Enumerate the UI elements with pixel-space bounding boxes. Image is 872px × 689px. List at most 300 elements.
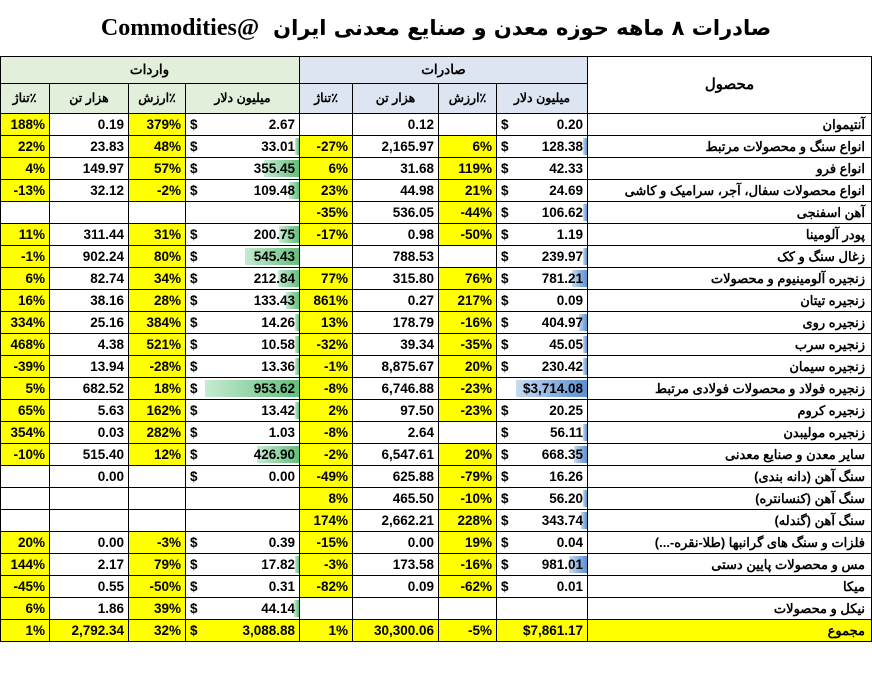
imp-val-pct-cell: 34% [129, 268, 186, 290]
exp-value-bar [583, 490, 587, 507]
dollar-sign: $ [190, 139, 198, 154]
dollar-sign: $ [190, 425, 198, 440]
exp-usd-value: 16.26 [549, 469, 583, 484]
exp-usd-cell [497, 202, 588, 224]
exp-kt-cell: 788.53 [353, 246, 439, 268]
product-name: زنجیره سرب [588, 334, 872, 356]
imp-ton-pct-cell: 144% [0, 554, 50, 576]
exp-usd-cell [497, 422, 588, 444]
dollar-sign: $ [501, 447, 509, 462]
dollar-sign: $ [501, 535, 509, 550]
imp-val-pct-cell: 39% [129, 598, 186, 620]
product-name: زنجیره آلومینیوم و محصولات [588, 268, 872, 290]
dollar-sign: $ [190, 623, 198, 638]
imp-val-pct-cell: 162% [129, 400, 186, 422]
imp-val-pct-cell: 28% [129, 290, 186, 312]
product-name: پودر آلومینا [588, 224, 872, 246]
exp-value-bar [583, 138, 587, 155]
exp-value-bar [583, 248, 587, 265]
exp-kt-cell: 39.34 [353, 334, 439, 356]
dollar-sign: $ [501, 205, 509, 220]
exp-value-pct-header: ارزش٪ [439, 84, 497, 114]
imp-kt-cell: 2,792.34 [50, 620, 129, 642]
dollar-sign: $ [501, 425, 509, 440]
imp-ton-pct-cell: 188% [0, 114, 50, 136]
exp-value-bar [583, 424, 587, 441]
exp-usd-cell [497, 444, 588, 466]
imp-kt-cell: 682.52 [50, 378, 129, 400]
exp-kt-cell: 31.68 [353, 158, 439, 180]
dollar-sign: $ [190, 535, 198, 550]
imp-usd-value: 17.82 [261, 557, 295, 572]
imp-usd-cell [186, 224, 300, 246]
imp-usd-value: 13.42 [261, 403, 295, 418]
imp-val-pct-cell: 80% [129, 246, 186, 268]
exp-usd-cell [497, 554, 588, 576]
dollar-sign: $ [190, 293, 198, 308]
imp-kt-cell: 32.12 [50, 180, 129, 202]
exp-ton-pct-cell: 6% [300, 158, 353, 180]
exp-usd-value: 981.01 [541, 557, 583, 572]
imp-usd-value: 0.31 [268, 579, 295, 594]
product-name: زغال سنگ و کک [588, 246, 872, 268]
imp-ton-pct-cell [0, 488, 50, 510]
exp-val-pct-cell: -50% [439, 224, 497, 246]
exp-kt-cell: 0.09 [353, 576, 439, 598]
exp-kt-cell: 6,746.88 [353, 378, 439, 400]
exp-value-bar [583, 336, 587, 353]
exp-val-pct-cell: 19% [439, 532, 497, 554]
exp-usd-cell [497, 598, 588, 620]
imp-million-usd-header: میلیون دلار [186, 84, 300, 114]
imp-usd-value: 2.67 [268, 117, 295, 132]
product-name: زنجیره تیتان [588, 290, 872, 312]
imp-ton-pct-cell: -13% [0, 180, 50, 202]
dollar-sign: $ [190, 359, 198, 374]
imp-value-bar [295, 138, 299, 155]
imp-kt-cell: 902.24 [50, 246, 129, 268]
imp-usd-value: 14.26 [261, 315, 295, 330]
imp-usd-value: 200.75 [253, 227, 295, 242]
imp-ton-pct-cell [0, 510, 50, 532]
exp-usd-value: 106.62 [541, 205, 583, 220]
exp-ton-pct-cell: 174% [300, 510, 353, 532]
title-text: صادرات ۸ ماهه حوزه معدن و صنایع معدنی ایران [273, 16, 772, 40]
product-name: نیکل و محصولات [588, 598, 872, 620]
dollar-sign: $ [190, 183, 198, 198]
dollar-sign: $ [501, 403, 509, 418]
imp-ton-pct-cell [0, 202, 50, 224]
exp-usd-cell [497, 510, 588, 532]
imp-usd-cell [186, 532, 300, 554]
exp-usd-value: $3,714.08 [522, 381, 583, 396]
exp-kt-cell: 2,165.97 [353, 136, 439, 158]
exp-ton-pct-cell: -27% [300, 136, 353, 158]
imp-usd-value: 0.00 [268, 469, 295, 484]
dollar-sign: $ [501, 579, 509, 594]
exp-ton-pct-cell: -3% [300, 554, 353, 576]
imp-ton-pct-cell: 354% [0, 422, 50, 444]
imp-val-pct-cell [129, 510, 186, 532]
imp-usd-cell [186, 290, 300, 312]
imp-kt-cell: 2.17 [50, 554, 129, 576]
exp-val-pct-cell: -44% [439, 202, 497, 224]
exp-kt-cell [353, 598, 439, 620]
exp-kt-cell: 0.00 [353, 532, 439, 554]
imp-ton-pct-cell: 5% [0, 378, 50, 400]
product-name: انواع محصولات سفال، آجر، سرامیک و کاشی [588, 180, 872, 202]
exp-kt-cell: 8,875.67 [353, 356, 439, 378]
exp-value-bar [583, 204, 587, 221]
imp-ton-pct-cell: 468% [0, 334, 50, 356]
exp-ton-pct-cell: -15% [300, 532, 353, 554]
exp-kt-cell: 44.98 [353, 180, 439, 202]
imp-value-bar [295, 336, 299, 353]
imp-kt-cell: 1.86 [50, 598, 129, 620]
imp-val-pct-cell: -50% [129, 576, 186, 598]
imp-kt-cell: 0.19 [50, 114, 129, 136]
dollar-sign: $ [501, 161, 509, 176]
product-name: میکا [588, 576, 872, 598]
dollar-sign: $ [190, 227, 198, 242]
imp-kt-cell: 0.55 [50, 576, 129, 598]
imp-val-pct-cell: 282% [129, 422, 186, 444]
dollar-sign: $ [501, 491, 509, 506]
imp-kt-cell: 13.94 [50, 356, 129, 378]
imp-value-bar [295, 314, 299, 331]
exp-usd-cell [497, 158, 588, 180]
exp-ton-pct-cell: -32% [300, 334, 353, 356]
exp-usd-value: 56.11 [549, 425, 583, 440]
exp-ton-pct-cell: -1% [300, 356, 353, 378]
exp-ton-pct-cell [300, 598, 353, 620]
exp-val-pct-cell: -23% [439, 378, 497, 400]
exp-val-pct-cell: -79% [439, 466, 497, 488]
imp-usd-cell [186, 356, 300, 378]
product-name: زنجیره روی [588, 312, 872, 334]
exp-val-pct-cell: 20% [439, 356, 497, 378]
exp-kt-cell: 173.58 [353, 554, 439, 576]
imp-usd-cell [186, 378, 300, 400]
imp-usd-value: 13.36 [261, 359, 295, 374]
exp-usd-cell [497, 268, 588, 290]
imp-kt-cell: 4.38 [50, 334, 129, 356]
exp-usd-value: 404.97 [541, 315, 583, 330]
exp-val-pct-cell [439, 598, 497, 620]
imp-thousand-ton-header: هزار تن [50, 84, 129, 114]
exp-usd-value: 230.42 [541, 359, 583, 374]
exp-kt-cell: 2,662.21 [353, 510, 439, 532]
exp-usd-cell [497, 312, 588, 334]
imp-usd-value: 133.43 [253, 293, 295, 308]
dollar-sign: $ [190, 601, 198, 616]
imp-val-pct-cell: 48% [129, 136, 186, 158]
imp-val-pct-cell: -28% [129, 356, 186, 378]
imp-ton-pct-cell: 65% [0, 400, 50, 422]
product-name: سایر معدن و صنایع معدنی [588, 444, 872, 466]
dollar-sign: $ [190, 337, 198, 352]
imp-usd-cell [186, 334, 300, 356]
exp-val-pct-cell [439, 422, 497, 444]
total-label: مجموع [588, 620, 872, 642]
imp-usd-value: 545.43 [253, 249, 295, 264]
dollar-sign: $ [501, 557, 509, 572]
dollar-sign: $ [501, 337, 509, 352]
imp-ton-pct-cell: -39% [0, 356, 50, 378]
product-name: سنگ آهن (گندله) [588, 510, 872, 532]
dollar-sign: $ [501, 227, 509, 242]
imp-kt-cell: 38.16 [50, 290, 129, 312]
imp-usd-cell [186, 488, 300, 510]
product-header: محصول [588, 56, 872, 114]
imp-value-bar [295, 556, 299, 573]
imp-val-pct-cell: 384% [129, 312, 186, 334]
product-name: آهن اسفنجی [588, 202, 872, 224]
dollar-sign: $ [190, 447, 198, 462]
exp-val-pct-cell: -10% [439, 488, 497, 510]
exp-thousand-ton-header: هزار تن [353, 84, 439, 114]
exp-usd-cell [497, 290, 588, 312]
imp-usd-cell [186, 554, 300, 576]
exp-usd-cell [497, 180, 588, 202]
imp-kt-cell [50, 202, 129, 224]
imp-value-bar [295, 402, 299, 419]
imp-usd-cell [186, 202, 300, 224]
exp-usd-cell [497, 620, 588, 642]
imp-usd-value: 33.01 [261, 139, 295, 154]
exp-usd-value: 24.69 [549, 183, 583, 198]
imp-usd-value: 0.39 [268, 535, 295, 550]
imp-tonnage-pct-header: تناژ٪ [0, 84, 50, 114]
exp-val-pct-cell: -16% [439, 554, 497, 576]
imp-usd-value: 3,088.88 [242, 623, 295, 638]
imp-kt-cell: 82.74 [50, 268, 129, 290]
dollar-sign: $ [190, 271, 198, 286]
dollar-sign: $ [501, 139, 509, 154]
exp-usd-value: 668.35 [541, 447, 583, 462]
exp-ton-pct-cell: 23% [300, 180, 353, 202]
exp-kt-cell: 465.50 [353, 488, 439, 510]
exp-ton-pct-cell: -8% [300, 378, 353, 400]
imp-ton-pct-cell: 16% [0, 290, 50, 312]
dollar-sign: $ [501, 183, 509, 198]
exp-usd-value: 128.38 [541, 139, 583, 154]
dollar-sign: $ [501, 249, 509, 264]
dollar-sign: $ [190, 557, 198, 572]
dollar-sign: $ [501, 469, 509, 484]
exp-usd-cell [497, 246, 588, 268]
imp-val-pct-cell [129, 488, 186, 510]
exp-usd-cell [497, 532, 588, 554]
exp-usd-value: 42.33 [549, 161, 583, 176]
imp-usd-cell [186, 268, 300, 290]
imp-usd-cell [186, 444, 300, 466]
imp-ton-pct-cell: -10% [0, 444, 50, 466]
exp-million-usd-header: میلیون دلار [497, 84, 588, 114]
imp-usd-cell [186, 400, 300, 422]
exp-ton-pct-cell: -8% [300, 422, 353, 444]
title-handle: Commodities@ [100, 14, 260, 41]
imp-usd-cell [186, 180, 300, 202]
exp-val-pct-cell: 21% [439, 180, 497, 202]
imp-val-pct-cell: 79% [129, 554, 186, 576]
imp-kt-cell [50, 510, 129, 532]
exp-kt-cell: 536.05 [353, 202, 439, 224]
exp-val-pct-cell [439, 246, 497, 268]
exp-ton-pct-cell: -35% [300, 202, 353, 224]
page-title [0, 0, 872, 56]
exp-ton-pct-cell [300, 246, 353, 268]
exp-usd-value: 0.09 [556, 293, 583, 308]
exp-usd-value: 239.97 [541, 249, 583, 264]
exp-kt-cell: 0.98 [353, 224, 439, 246]
product-name: سنگ آهن (کنسانتره) [588, 488, 872, 510]
dollar-sign: $ [501, 513, 509, 528]
imp-val-pct-cell: 32% [129, 620, 186, 642]
exp-usd-cell [497, 488, 588, 510]
imp-kt-cell: 25.16 [50, 312, 129, 334]
imp-ton-pct-cell: 22% [0, 136, 50, 158]
exp-ton-pct-cell: 13% [300, 312, 353, 334]
exp-kt-cell: 30,300.06 [353, 620, 439, 642]
imp-kt-cell: 311.44 [50, 224, 129, 246]
dollar-sign: $ [190, 315, 198, 330]
imp-usd-value: 1.03 [268, 425, 295, 440]
imp-val-pct-cell: -2% [129, 180, 186, 202]
dollar-sign: $ [190, 249, 198, 264]
dollar-sign: $ [501, 315, 509, 330]
exp-usd-cell [497, 136, 588, 158]
imp-ton-pct-cell: 11% [0, 224, 50, 246]
exp-usd-value: 20.25 [549, 403, 583, 418]
exp-kt-cell: 0.27 [353, 290, 439, 312]
exp-kt-cell: 0.12 [353, 114, 439, 136]
imp-ton-pct-cell: 20% [0, 532, 50, 554]
exp-usd-value: 56.20 [549, 491, 583, 506]
exp-ton-pct-cell: -49% [300, 466, 353, 488]
exp-ton-pct-cell: 1% [300, 620, 353, 642]
imp-ton-pct-cell: -45% [0, 576, 50, 598]
exp-usd-cell [497, 334, 588, 356]
product-name: انواع فرو [588, 158, 872, 180]
imp-usd-cell [186, 598, 300, 620]
imp-kt-cell: 5.63 [50, 400, 129, 422]
imp-val-pct-cell: 379% [129, 114, 186, 136]
exp-kt-cell: 178.79 [353, 312, 439, 334]
exp-usd-value: 781.21 [541, 271, 583, 286]
exp-val-pct-cell: 217% [439, 290, 497, 312]
dollar-sign: $ [190, 469, 198, 484]
product-name: فلزات و سنگ های گرانبها (طلا-نقره-...) [588, 532, 872, 554]
exp-usd-value: 1.19 [556, 227, 583, 242]
product-name: سنگ آهن (دانه بندی) [588, 466, 872, 488]
imp-kt-cell: 23.83 [50, 136, 129, 158]
exp-ton-pct-cell: -17% [300, 224, 353, 246]
imp-usd-cell [186, 114, 300, 136]
imp-usd-cell [186, 422, 300, 444]
imp-usd-value: 953.62 [253, 381, 295, 396]
exp-usd-value: 0.20 [556, 117, 583, 132]
dollar-sign: $ [501, 271, 509, 286]
imp-val-pct-cell: 31% [129, 224, 186, 246]
dollar-sign: $ [501, 117, 509, 132]
imp-val-pct-cell: 18% [129, 378, 186, 400]
imp-val-pct-cell: 521% [129, 334, 186, 356]
exp-usd-cell [497, 114, 588, 136]
dollar-sign: $ [501, 359, 509, 374]
dollar-sign: $ [190, 403, 198, 418]
imp-val-pct-cell: 12% [129, 444, 186, 466]
dollar-sign: $ [190, 117, 198, 132]
imp-usd-value: 355.45 [253, 161, 295, 176]
product-name: آنتیموان [588, 114, 872, 136]
exp-val-pct-cell: -5% [439, 620, 497, 642]
imp-ton-pct-cell: 1% [0, 620, 50, 642]
exp-kt-cell: 6,547.61 [353, 444, 439, 466]
product-name: زنجیره سیمان [588, 356, 872, 378]
imp-kt-cell: 515.40 [50, 444, 129, 466]
exp-val-pct-cell: -35% [439, 334, 497, 356]
imp-kt-cell: 0.03 [50, 422, 129, 444]
imp-val-pct-cell: 57% [129, 158, 186, 180]
imp-usd-value: 44.14 [261, 601, 295, 616]
product-name: زنجیره فولاد و محصولات فولادی مرتبط [588, 378, 872, 400]
imp-usd-cell [186, 576, 300, 598]
exp-usd-cell [497, 378, 588, 400]
exp-usd-value: 343.74 [541, 513, 583, 528]
imp-ton-pct-cell: 334% [0, 312, 50, 334]
dollar-sign: $ [190, 161, 198, 176]
exp-usd-value: 0.04 [556, 535, 583, 550]
imp-usd-value: 426.90 [253, 447, 295, 462]
imp-usd-cell [186, 510, 300, 532]
exp-val-pct-cell: -62% [439, 576, 497, 598]
product-name: زنجیره مولیبدن [588, 422, 872, 444]
exp-usd-cell [497, 224, 588, 246]
exp-usd-cell [497, 576, 588, 598]
imp-value-bar [295, 358, 299, 375]
imp-value-pct-header: ارزش٪ [129, 84, 186, 114]
exp-usd-value: 0.01 [556, 579, 583, 594]
exp-ton-pct-cell: -82% [300, 576, 353, 598]
imp-ton-pct-cell [0, 466, 50, 488]
imp-usd-cell [186, 620, 300, 642]
dollar-sign: $ [190, 381, 198, 396]
exp-kt-cell: 625.88 [353, 466, 439, 488]
exp-ton-pct-cell [300, 114, 353, 136]
imp-usd-value: 212.84 [253, 271, 295, 286]
imp-ton-pct-cell: 6% [0, 268, 50, 290]
exp-ton-pct-cell: 77% [300, 268, 353, 290]
imp-usd-cell [186, 246, 300, 268]
exp-val-pct-cell: 20% [439, 444, 497, 466]
exp-val-pct-cell: 76% [439, 268, 497, 290]
exp-usd-cell [497, 466, 588, 488]
imp-usd-value: 109.48 [253, 183, 295, 198]
imp-kt-cell [50, 488, 129, 510]
imp-usd-cell [186, 136, 300, 158]
exp-val-pct-cell: -23% [439, 400, 497, 422]
exp-ton-pct-cell: 861% [300, 290, 353, 312]
exp-tonnage-pct-header: تناژ٪ [300, 84, 353, 114]
exp-kt-cell: 315.80 [353, 268, 439, 290]
product-name: انواع سنگ و محصولات مرتبط [588, 136, 872, 158]
exports-header: صادرات [300, 56, 588, 84]
exp-val-pct-cell: 6% [439, 136, 497, 158]
imp-val-pct-cell [129, 202, 186, 224]
imp-kt-cell: 0.00 [50, 466, 129, 488]
imports-header: واردات [0, 56, 300, 84]
